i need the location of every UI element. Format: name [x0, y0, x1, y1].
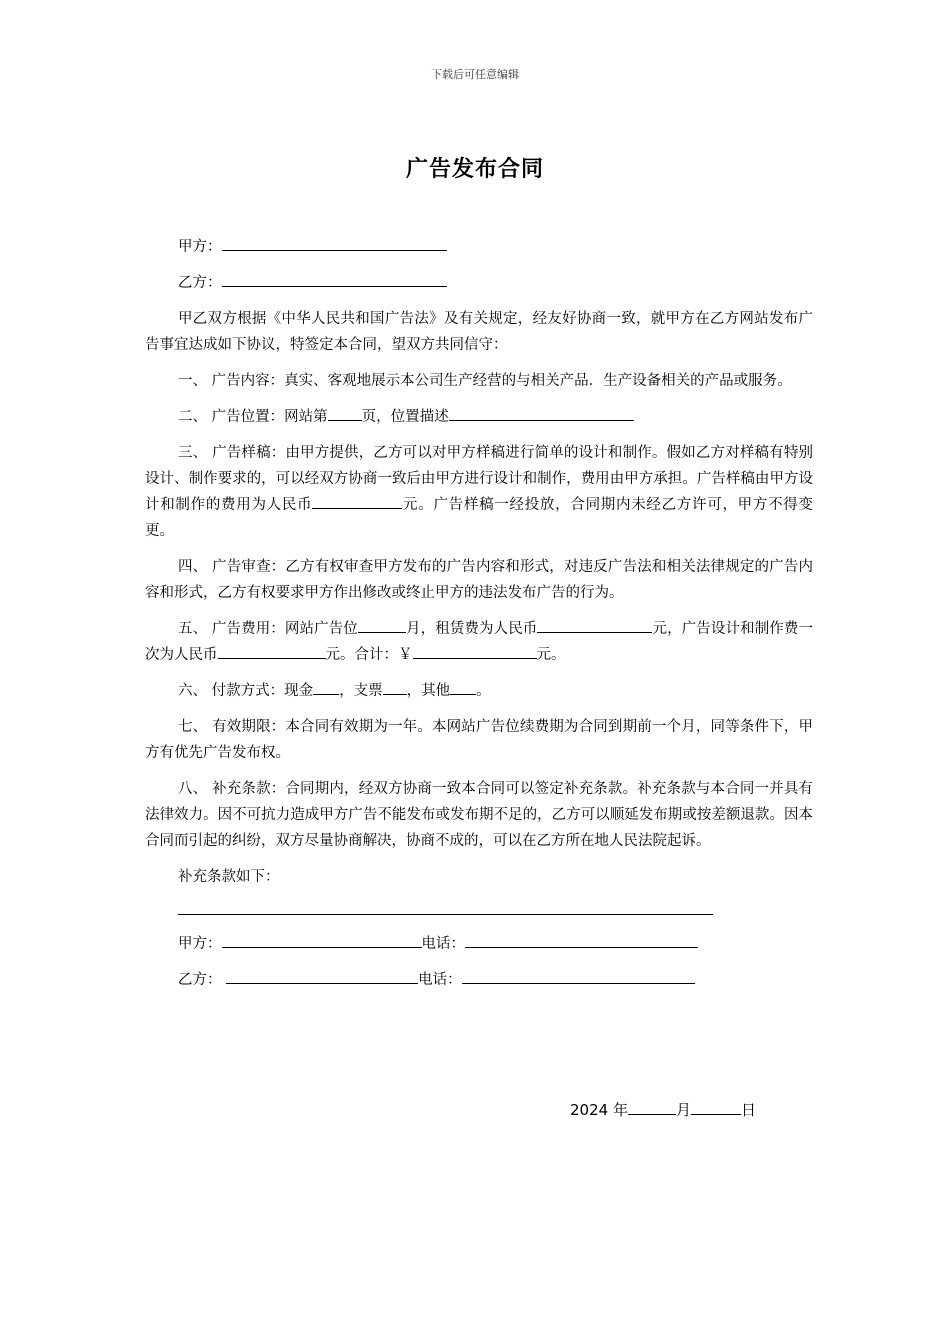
check-blank[interactable]: [383, 678, 407, 695]
clause-5: [145, 616, 813, 668]
other-payment-blank[interactable]: [450, 678, 476, 695]
date-year: 2024: [570, 1101, 609, 1119]
party-b-blank[interactable]: [222, 270, 447, 287]
clause-6-text-b: ，支票: [339, 683, 383, 699]
rent-fee-blank[interactable]: [537, 616, 652, 633]
design-fee-blank[interactable]: [312, 492, 402, 509]
sign-party-b-phone-blank[interactable]: [462, 967, 695, 984]
sign-party-a-blank[interactable]: [222, 931, 422, 948]
date-month-unit: 月: [675, 1101, 691, 1119]
contract-body: [145, 234, 813, 1003]
sign-party-b-phone-label: 电话：: [418, 972, 462, 988]
clause-2-text-b: 页，位置描述: [361, 409, 449, 425]
date-year-unit: 年: [612, 1101, 628, 1119]
date-month-blank[interactable]: [628, 1098, 676, 1115]
supplement-blank-line[interactable]: [178, 914, 713, 915]
clause-5-text-c: 元，广告设计和制作费一次为人民币: [145, 621, 814, 663]
clause-6: [145, 678, 813, 704]
clause-3: [145, 440, 813, 544]
party-a-blank[interactable]: [222, 234, 447, 251]
clause-1: 一、 广告内容：真实、客观地展示本公司生产经营的与相关产品．生产设备相关的产品或服务。: [178, 373, 792, 389]
clause-8: 八、 补充条款：合同期内，经双方协商一致本合同可以签定补充条款。补充条款与本合同一并具有法律效力。因不可抗力造成甲方广告不能发布或发布期不足的，乙方可以顺延发布期或按差额退款。因本合同而引起的纠纷，双方尽量协商解决，协商不成的，可以在乙方所在地人民法院起诉。: [145, 781, 813, 849]
clause-5-text-b: 月，租赁费为人民币: [405, 621, 538, 637]
clause-6-text-a: 六、 付款方式：现金: [178, 683, 314, 699]
clause-5-text-e: 元。: [536, 647, 566, 663]
cash-blank[interactable]: [313, 678, 339, 695]
clause-3-text-b: 元。广告样稿一经投放，合同期内未经乙方许可，甲方不得变更。: [145, 497, 814, 539]
sign-party-a-phone-label: 电话：: [421, 936, 465, 952]
page-number-blank[interactable]: [328, 404, 362, 421]
clause-5-text-a: 五、 广告费用：网站广告位: [178, 621, 358, 637]
header-note: 下载后可任意编辑: [431, 68, 519, 81]
clause-6-text-d: 。: [476, 683, 491, 699]
position-description-blank[interactable]: [449, 404, 634, 421]
supplement-label: 补充条款如下：: [178, 869, 280, 885]
clause-4: 四、 广告审查：乙方有权审查甲方发布的广告内容和形式，对违反广告法和相关法律规定的广告内容和形式，乙方有权要求甲方作出修改或终止甲方的违法发布广告的行为。: [145, 559, 813, 601]
clause-2: [145, 404, 813, 430]
ad-months-blank[interactable]: [358, 616, 406, 633]
date-day-blank[interactable]: [691, 1098, 741, 1115]
date-day-unit: 日: [741, 1101, 757, 1119]
party-b-line: [145, 270, 813, 296]
party-a-line: [145, 234, 813, 260]
clause-6-text-c: ，其他: [406, 683, 451, 699]
sign-row-party-b: [145, 967, 813, 993]
intro-paragraph: 甲乙双方根据《中华人民共和国广告法》及有关规定，经友好协商一致，就甲方在乙方网站发布广告事宜达成如下协议，特签定本合同，望双方共同信守：: [145, 311, 813, 353]
sign-party-a-phone-blank[interactable]: [465, 931, 698, 948]
clause-2-text-a: 二、 广告位置：网站第: [178, 409, 328, 425]
clause-5-text-d: 元。合计：￥: [325, 647, 413, 663]
clause-7: 七、 有效期限：本合同有效期为一年。本网站广告位续费期为合同到期前一个月，同等条件下，甲方有优先广告发布权。: [145, 719, 813, 761]
sign-party-b-blank[interactable]: [226, 967, 418, 984]
sign-party-a-label: 甲方：: [178, 936, 222, 952]
party-b-label: 乙方：: [178, 275, 222, 291]
sign-row-party-a: [145, 931, 813, 957]
sign-party-b-label: 乙方：: [178, 972, 222, 988]
page-title: 广告发布合同: [405, 157, 544, 182]
party-a-label: 甲方：: [178, 239, 222, 255]
clause-3-text-a: 三、 广告样稿：由甲方提供，乙方可以对甲方样稿进行简单的设计和制作。假如乙方对样稿有特别设计、制作要求的，可以经双方协商一致后由甲方进行设计和制作，费用由甲方承担。广告样稿由甲方设计和制作的费用为人民币: [145, 445, 813, 513]
total-fee-blank[interactable]: [413, 642, 537, 659]
production-fee-blank[interactable]: [218, 642, 326, 659]
date-line: [570, 1098, 756, 1120]
